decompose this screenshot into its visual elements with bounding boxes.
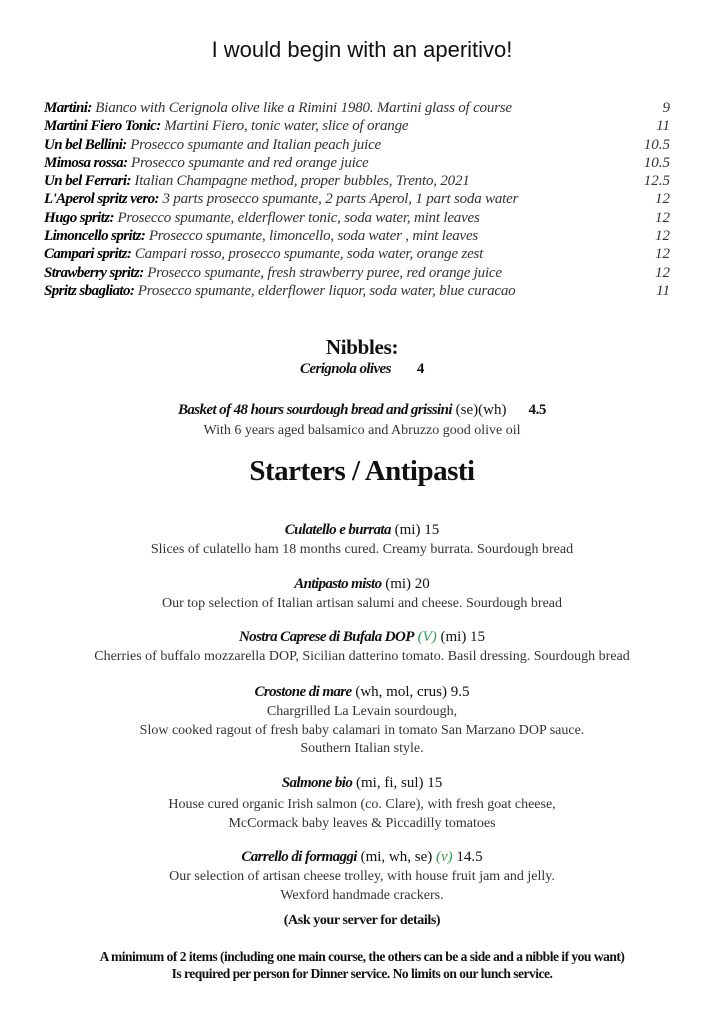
drink-description: Prosecco spumante, elderflower liquor, soda water, blue curacao [134,282,516,299]
aperitivo-item [44,136,670,154]
vegetarian-mark: (v) [436,849,453,865]
starter-item [0,848,724,866]
drink-name: Strawberry spritz: [44,264,144,281]
item-allergens: (wh, mol, crus) 9.5 [351,684,470,700]
drink-price: 12 [655,246,670,263]
item-description: Southern Italian style. [300,741,424,756]
item-description: Slices of culatello ham 18 months cured. Creamy burrata. Sourdough bread [150,542,574,557]
item-description: Our top selection of Italian artisan salumi and cheese. Sourdough bread [161,596,563,611]
drink-price: 9 [662,100,670,116]
drink-description: Prosecco spumante, limoncello, soda water , mint leaves [145,228,479,245]
item-allergens: (mi, fi, sul) 15 [352,775,443,791]
drink-name: Limoncello spritz: [44,228,146,245]
drink-name: Martini: [44,100,92,116]
item-name: Culatello e burrata [284,522,391,538]
item-price: 14.5 [452,849,483,865]
starter-item [0,774,724,792]
drink-description: Campari rosso, prosecco spumante, soda water, orange zest [131,246,484,263]
item-name: Basket of 48 hours sourdough bread and grissini [177,402,452,418]
aperitivo-item [44,190,670,208]
item-name: Crostone di mare [254,684,352,700]
item-description: Wexford handmade crackers. [280,887,444,903]
drink-price: 11 [656,282,670,299]
aperitivo-item [44,245,670,263]
item-price: 4.5 [528,402,547,418]
aperitivo-item [44,264,670,282]
starters-heading: Starters / Antipasti [249,455,475,487]
item-allergens: (se)(wh) [451,402,507,418]
drink-description: Martini Fiero, tonic water, slice of orange [160,118,409,135]
drink-name: Campari spritz: [44,246,132,263]
drink-price: 12 [655,191,670,208]
nibble-olives [0,360,724,378]
starter-item [0,683,724,701]
drink-description: Italian Champagne method, proper bubbles, Trento, 2021 [130,173,470,190]
item-price: 4 [416,361,424,377]
drink-name: Martini Fiero Tonic: [44,118,161,135]
drink-price: 12 [655,209,670,226]
drink-name: Hugo spritz: [44,209,114,226]
page-title: I would begin with an aperitivo! [211,37,513,62]
drink-price: 12 [655,228,670,245]
item-allergens: (mi) 20 [381,576,430,592]
item-description: Cherries of buffalo mozzarella DOP, Sicilian datterino tomato. Basil dressing. Sourdough bread [94,649,630,664]
drink-price: 10.5 [643,154,670,171]
item-name: Cerignola olives [300,361,391,377]
item-description: Chargrilled La Levain sourdough, [266,704,458,719]
drink-price: 11 [656,118,670,135]
drink-name: Spritz sbagliato: [44,282,135,299]
aperitivo-item [44,99,670,117]
drink-description: 3 parts prosecco spumante, 2 parts Aperol, 1 part soda water [158,191,519,208]
server-note: (Ask your server for details) [283,913,441,928]
item-description: Our selection of artisan cheese trolley, with house fruit jam and jelly. [169,869,555,884]
drink-price: 10.5 [643,136,670,153]
item-allergens: (mi) 15 [390,522,440,538]
item-description: McCormack baby leaves & Piccadilly tomatoes [228,815,496,831]
item-name: Salmone bio [281,775,353,791]
aperitivo-item [44,154,670,172]
item-description: Slow cooked ragout of fresh baby calamari in tomato San Marzano DOP sauce. [139,722,585,738]
drink-description: Prosecco spumante and Italian peach juice [126,136,381,153]
drink-name: Mimosa rossa: [44,154,128,171]
item-name: Nostra Caprese di Bufala DOP [238,629,414,645]
drink-price: 12 [655,264,670,281]
item-description: With 6 years aged balsamico and Abruzzo good olive oil [203,423,521,438]
item-description: House cured organic Irish salmon (co. Clare), with fresh goat cheese, [168,797,556,812]
starter-item [0,521,724,539]
drink-description: Bianco with Cerignola olive like a Rimini 1980. Martini glass of course [91,100,512,116]
aperitivo-item [44,172,670,190]
starter-item [0,575,724,593]
drink-price: 12.5 [643,173,670,190]
aperitivo-list [44,99,670,300]
vegetarian-mark: (V) [413,629,437,645]
starter-item [0,628,724,646]
drink-description: Prosecco spumante, fresh strawberry puree, red orange juice [143,264,502,281]
drink-description: Prosecco spumante, elderflower tonic, soda water, mint leaves [113,209,480,226]
nibble-bread [0,401,724,419]
aperitivo-item [44,282,670,300]
item-name: Antipasto misto [294,576,382,592]
aperitivo-item [44,117,670,135]
drink-name: L'Aperol spritz vero: [44,191,159,208]
item-name: Carrello di formaggi [241,849,357,865]
footer-line: A minimum of 2 items (including one main course, the others can be a side and a nibble if you want) [99,949,625,964]
drink-description: Prosecco spumante and red orange juice [127,154,369,171]
drink-name: Un bel Ferrari: [44,173,131,190]
drink-name: Un bel Bellini: [44,136,127,153]
footer-line: Is required per person for Dinner service. No limits on our lunch service. [171,966,553,981]
nibbles-heading: Nibbles: [325,335,399,359]
aperitivo-item [44,209,670,227]
aperitivo-item [44,227,670,245]
item-allergens: (mi, wh, se) [356,849,436,865]
item-allergens: (mi) 15 [436,629,486,645]
